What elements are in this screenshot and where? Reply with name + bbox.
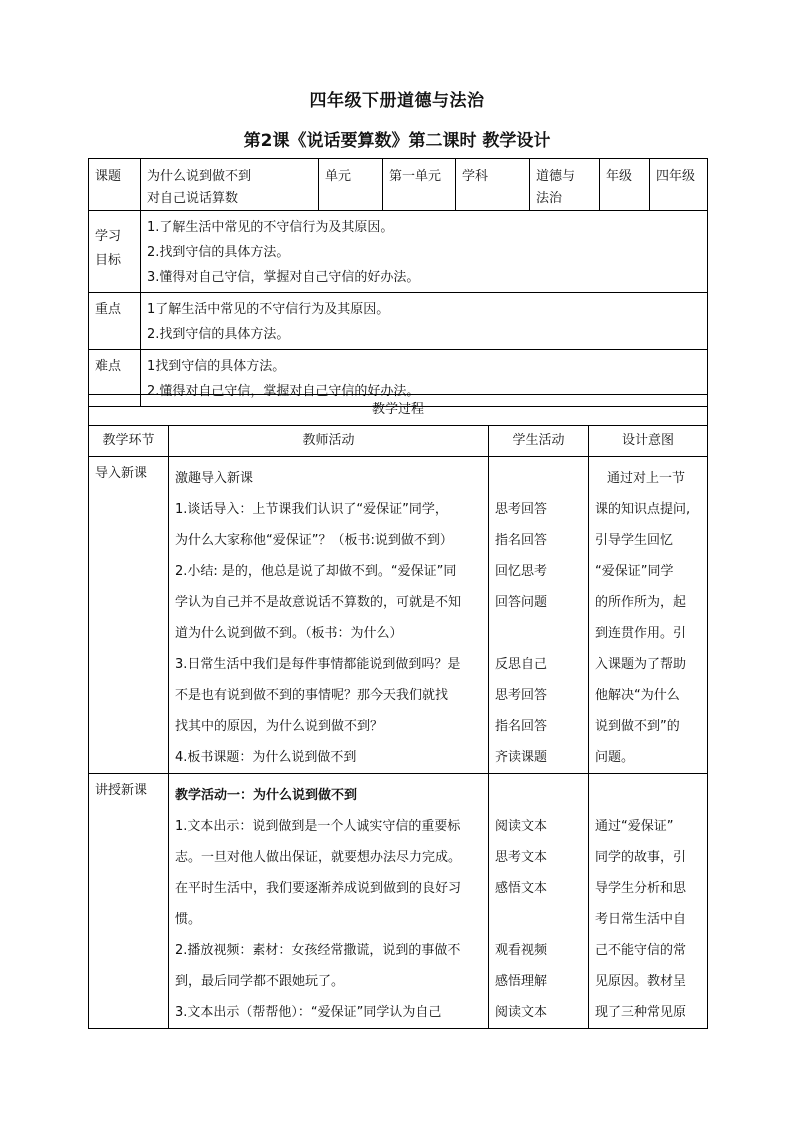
text-line: 思考回答 xyxy=(495,688,548,703)
text-line: 不是也有说到做不到的事情呢？那今天我们就找 xyxy=(175,688,449,703)
text-line: 阅读文本 xyxy=(495,819,548,834)
text-line: 反思自己 xyxy=(495,657,548,672)
process-title: 教学过程 xyxy=(89,395,708,426)
text-line: 为什么大家称他“爱保证”？（板书:说到做不到） xyxy=(175,533,453,548)
text-line: 找其中的原因，为什么说到做不到？ xyxy=(175,719,384,734)
text-line: 在平时生活中，我们要逐渐养成说到做到的良好习 xyxy=(175,881,462,896)
key-point-item: 2.找到守信的具体方法。 xyxy=(147,327,290,342)
text-line: 阅读文本 xyxy=(495,1005,548,1020)
stage-lecture: 讲授新课 xyxy=(89,774,169,1029)
activity-heading: 教学活动一：为什么说到做不到 xyxy=(175,788,358,803)
column-header-teacher: 教师活动 xyxy=(169,426,489,457)
text-line: 到连贯作用。引 xyxy=(595,626,687,641)
goals-label-line-2: 目标 xyxy=(95,253,122,268)
goal-item: 1.了解生活中常见的不守信行为及其原因。 xyxy=(147,220,394,235)
student-activity-lecture xyxy=(489,774,589,1029)
text-line: 感悟理解 xyxy=(495,974,548,989)
text-line: 感悟文本 xyxy=(495,881,548,896)
key-point-item: 1了解生活中常见的不守信行为及其原因。 xyxy=(147,302,390,317)
text-line: 导学生分析和思 xyxy=(595,881,687,896)
text-line: 同学的故事，引 xyxy=(595,850,687,865)
document-title: 四年级下册道德与法治 xyxy=(309,91,485,111)
difficulty-item: 2.懂得对自己守信，掌握对自己守信的好办法。 xyxy=(147,384,420,399)
grade-value: 四年级 xyxy=(650,159,708,211)
text-line: 4.板书课题：为什么说到做不到 xyxy=(175,750,357,765)
text-line: 通过“爱保证” xyxy=(595,819,674,834)
topic-value xyxy=(141,159,319,211)
text-line: 激趣导入新课 xyxy=(175,471,254,486)
text-line: 回忆思考 xyxy=(495,564,548,579)
text-line xyxy=(495,780,582,811)
key-points-label: 重点 xyxy=(89,293,141,350)
text-line: 指名回答 xyxy=(495,533,548,548)
text-line: 齐读课题 xyxy=(495,750,548,765)
text-line: 2.小结: 是的，他总是说了却做不到。“爱保证”同 xyxy=(175,564,457,579)
text-line xyxy=(495,463,582,494)
text-line: 到，最后同学都不跟她玩了。 xyxy=(175,974,345,989)
text-line: 引导学生回忆 xyxy=(595,533,674,548)
text-line: 问题。 xyxy=(595,750,635,765)
text-line xyxy=(495,618,582,649)
difficulties-label: 难点 xyxy=(89,350,141,407)
text-line: “爱保证”同学 xyxy=(595,564,674,579)
unit-value: 第一单元 xyxy=(383,159,456,211)
text-line: 1.谈话导入：上节课我们认识了“爱保证”同学， xyxy=(175,502,448,517)
goals-label-line-1: 学习 xyxy=(95,229,122,244)
key-points-content xyxy=(141,293,708,350)
column-header-stage: 教学环节 xyxy=(89,426,169,457)
text-line: 己不能守信的常 xyxy=(595,943,687,958)
text-line: 回答问题 xyxy=(495,595,548,610)
text-line: 的所作所为，起 xyxy=(595,595,687,610)
teaching-process-table xyxy=(88,394,708,1029)
text-line: 2.播放视频：素材：女孩经常撒谎，说到的事做不 xyxy=(175,943,461,958)
lesson-info-table xyxy=(88,158,708,407)
text-line: 指名回答 xyxy=(495,719,548,734)
goals-label xyxy=(89,211,141,293)
text-line: 课的知识点提问, xyxy=(595,502,691,517)
teacher-activity-intro xyxy=(169,457,489,774)
design-purpose-lecture xyxy=(589,774,708,1029)
subject-line-1: 道德与 xyxy=(536,169,576,184)
unit-label: 单元 xyxy=(319,159,383,211)
text-line: 见原因。教材呈 xyxy=(595,974,687,989)
text-line: 通过对上一节 xyxy=(607,471,686,486)
text-line: 道为什么说到做不到。（板书：为什么） xyxy=(175,626,403,641)
topic-line-2: 对自己说话算数 xyxy=(147,191,239,206)
column-header-student: 学生活动 xyxy=(489,426,589,457)
teacher-activity-lecture xyxy=(169,774,489,1029)
text-line: 入课题为了帮助 xyxy=(595,657,687,672)
text-line xyxy=(595,780,702,811)
difficulty-item: 1找到守信的具体方法。 xyxy=(147,359,286,374)
text-line: 志。一旦对他人做出保证，就要想办法尽力完成。 xyxy=(175,850,462,865)
design-purpose-intro xyxy=(589,457,708,774)
goal-item: 3.懂得对自己守信，掌握对自己守信的好办法。 xyxy=(147,270,420,285)
text-line: 思考文本 xyxy=(495,850,548,865)
topic-line-1: 为什么说到做不到 xyxy=(147,169,252,184)
column-header-purpose: 设计意图 xyxy=(589,426,708,457)
text-line: 说到做不到”的 xyxy=(595,719,680,734)
text-line: 他解决“为什么 xyxy=(595,688,680,703)
text-line: 思考回答 xyxy=(495,502,548,517)
goal-item: 2.找到守信的具体方法。 xyxy=(147,245,290,260)
text-line xyxy=(495,904,582,935)
text-line: 惯。 xyxy=(175,912,202,927)
subject-value xyxy=(530,159,600,211)
stage-intro: 导入新课 xyxy=(89,457,169,774)
text-line: 3.日常生活中我们是每件事情都能说到做到吗？是 xyxy=(175,657,461,672)
subject-line-2: 法治 xyxy=(536,191,563,206)
text-line: 3.文本出示（帮帮他）：“爱保证”同学认为自己 xyxy=(175,1005,442,1020)
text-line: 考日常生活中自 xyxy=(595,912,687,927)
text-line: 观看视频 xyxy=(495,943,548,958)
goals-content xyxy=(141,211,708,293)
subject-label: 学科 xyxy=(456,159,530,211)
text-line: 现了三种常见原 xyxy=(595,1005,687,1020)
topic-label: 课题 xyxy=(89,159,141,211)
text-line: 学认为自己并不是故意说话不算数的，可就是不知 xyxy=(175,595,462,610)
text-line: 1.文本出示：说到做到是一个人诚实守信的重要标 xyxy=(175,819,461,834)
student-activity-intro xyxy=(489,457,589,774)
document-subtitle: 第2课《说话要算数》第二课时 教学设计 xyxy=(243,131,551,151)
grade-label: 年级 xyxy=(600,159,650,211)
